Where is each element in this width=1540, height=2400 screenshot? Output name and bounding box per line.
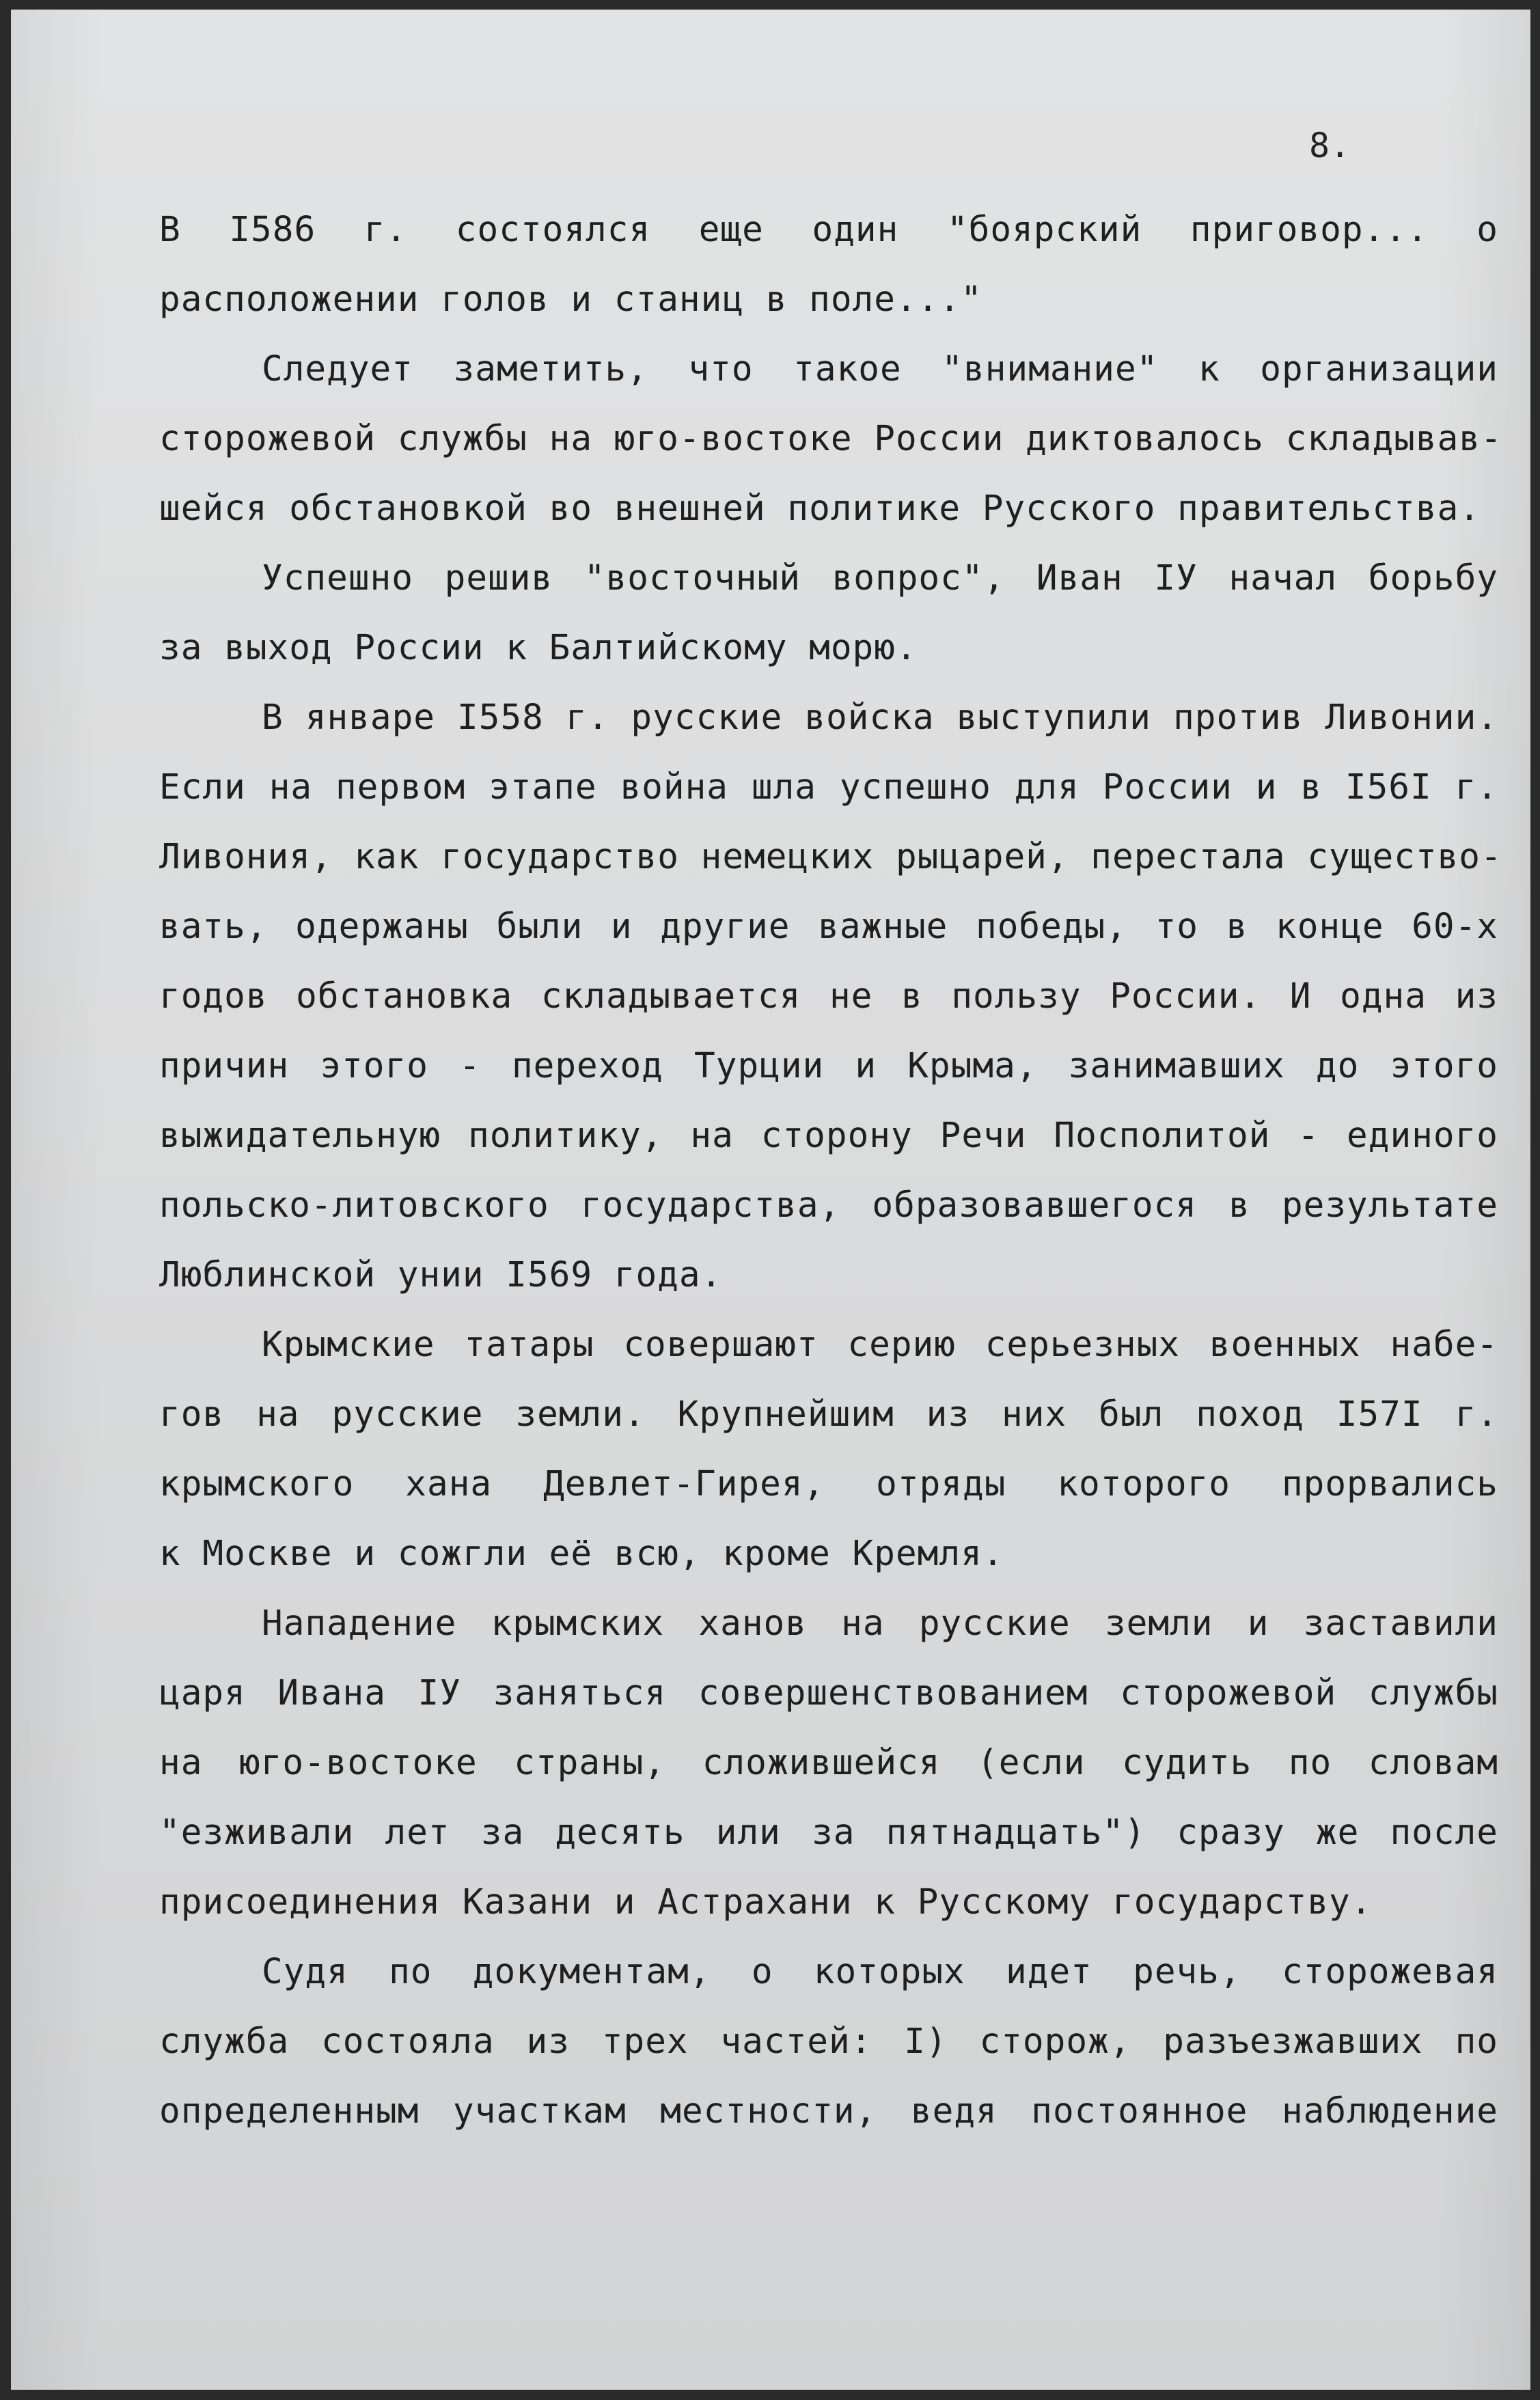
text-line: В январе I558 г. русские войска выступили против Ливонии. [262,698,1498,738]
text-line: расположении голов и станиц в поле..." [159,279,982,320]
text-line: вать, одержаны были и другие важные победы, то в конце 60-х [159,907,1498,947]
text-line: Следует заметить, что такое "внимание" к организации [262,349,1498,389]
text-line: служба состояла из трех частей: I) сторож, разъезжавших по [159,2022,1498,2062]
page-number: 8. [1309,126,1351,165]
text-line: Судя по документам, о которых идет речь, сторожевая [262,1952,1498,1992]
text-line: за выход России к Балтийскому морю. [159,628,918,668]
text-line: В I586 г. состоялся еще один "боярский приговор... о [159,210,1498,250]
text-line: сторожевой службы на юго-востоке России диктовалось складывав- [159,419,1502,459]
text-line: выжидательную политику, на сторону Речи Посполитой - единого [159,1116,1498,1156]
text-line: Крымские татары совершают серию серьезных военных набе- [262,1325,1498,1365]
text-line: причин этого - переход Турции и Крыма, занимавших до этого [159,1046,1498,1086]
text-line: польско-литовского государства, образовавшегося в результате [159,1185,1498,1226]
text-line: определенным участкам местности, ведя постоянное наблюдение [159,2091,1498,2132]
text-line: "езживали лет за десять или за пятнадцать") сразу же после [159,1812,1498,1853]
text-line: к Москве и сожгли её всю, кроме Кремля. [159,1534,1004,1574]
text-line: присоединения Казани и Астрахани к Русскому государству. [159,1882,1373,1922]
text-line: Люблинской унии I569 года. [159,1255,723,1295]
text-line: гов на русские земли. Крупнейшим из них был поход I57I г. [159,1394,1498,1435]
text-line: шейся обстановкой во внешней политике Русского правительства. [159,488,1481,529]
text-line: царя Ивана IУ заняться совершенствованием сторожевой службы [159,1673,1498,1713]
text-line: крымского хана Девлет-Гирея, отряды которого прорвались [159,1464,1498,1504]
text-line: Нападение крымских ханов на русские земли и заставили [262,1603,1498,1644]
text-line: Ливония, как государство немецких рыцарей, перестала существо- [159,837,1502,877]
text-line: на юго-востоке страны, сложившейся (если судить по словам [159,1743,1498,1783]
typewritten-page [11,10,1530,2390]
text-line: годов обстановка складывается не в пользу России. И одна из [159,976,1498,1017]
text-line: Если на первом этапе война шла успешно для России и в I56I г. [159,767,1498,808]
body-text [159,195,1502,2147]
text-line: Успешно решив "восточный вопрос", Иван IУ начал борьбу [262,558,1498,598]
